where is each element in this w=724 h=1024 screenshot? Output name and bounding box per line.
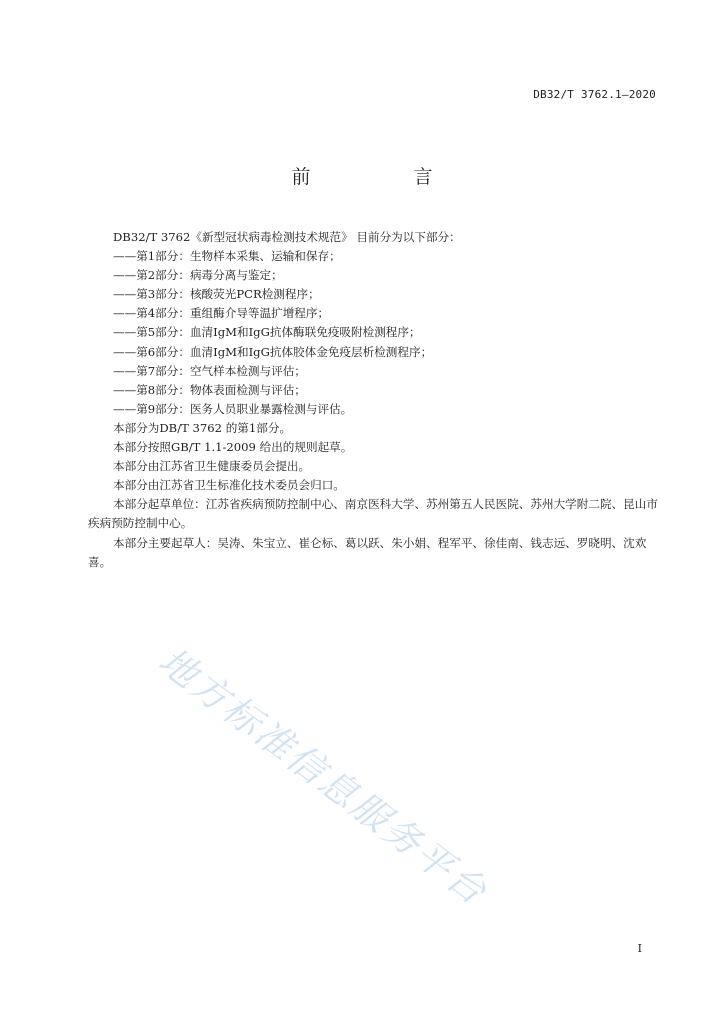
page-title: 前 言 <box>291 166 475 188</box>
drafting-units-paragraph: 本部分起草单位：江苏省疾病预防控制中心、南京医科大学、苏州第五人民医院、苏州大学附二院、昆山市疾病预防控制中心。 <box>88 497 658 531</box>
list-item: ——第7部分：空气样本检测与评估； <box>113 363 306 378</box>
this-part-paragraph: 本部分为DB/T 3762 的第1部分。 <box>113 420 292 435</box>
foreword-body <box>88 228 660 572</box>
drafting-rule-paragraph: 本部分按照GB/T 1.1-2009 给出的规则起草。 <box>113 440 353 455</box>
list-item: ——第6部分：血清IgM和IgG抗体胶体金免疫层析检测程序； <box>113 344 433 359</box>
drafters-paragraph: 本部分主要起草人：吴涛、朱宝立、崔仑标、葛以跃、朱小娟、程军平、徐佳南、钱志远、罗晓明、沈欢喜。 <box>88 535 647 569</box>
list-item: ——第8部分：物体表面检测与评估； <box>113 382 306 397</box>
centralized-paragraph: 本部分由江苏省卫生标准化技术委员会归口。 <box>113 478 345 493</box>
list-item: ——第9部分：医务人员职业暴露检测与评估。 <box>113 401 353 416</box>
document-code: DB32/T 3762.1—2020 <box>533 88 656 101</box>
list-item: ——第1部分：生物样本采集、运输和保存； <box>113 249 341 264</box>
page-number: I <box>637 942 642 955</box>
list-item: ——第3部分：核酸荧光PCR检测程序； <box>113 287 320 302</box>
list-item: ——第5部分：血清IgM和IgG抗体酶联免疫吸附检测程序； <box>113 325 421 340</box>
list-item: ——第2部分：病毒分离与鉴定； <box>113 268 283 283</box>
proposer-paragraph: 本部分由江苏省卫生健康委员会提出。 <box>113 459 311 474</box>
watermark: 地方标准信息服务平台 <box>150 639 497 915</box>
intro-paragraph: DB32/T 3762《新型冠状病毒检测技术规范》 目前分为以下部分： <box>113 230 461 244</box>
list-item: ——第4部分：重组酶介导等温扩增程序； <box>113 306 330 321</box>
